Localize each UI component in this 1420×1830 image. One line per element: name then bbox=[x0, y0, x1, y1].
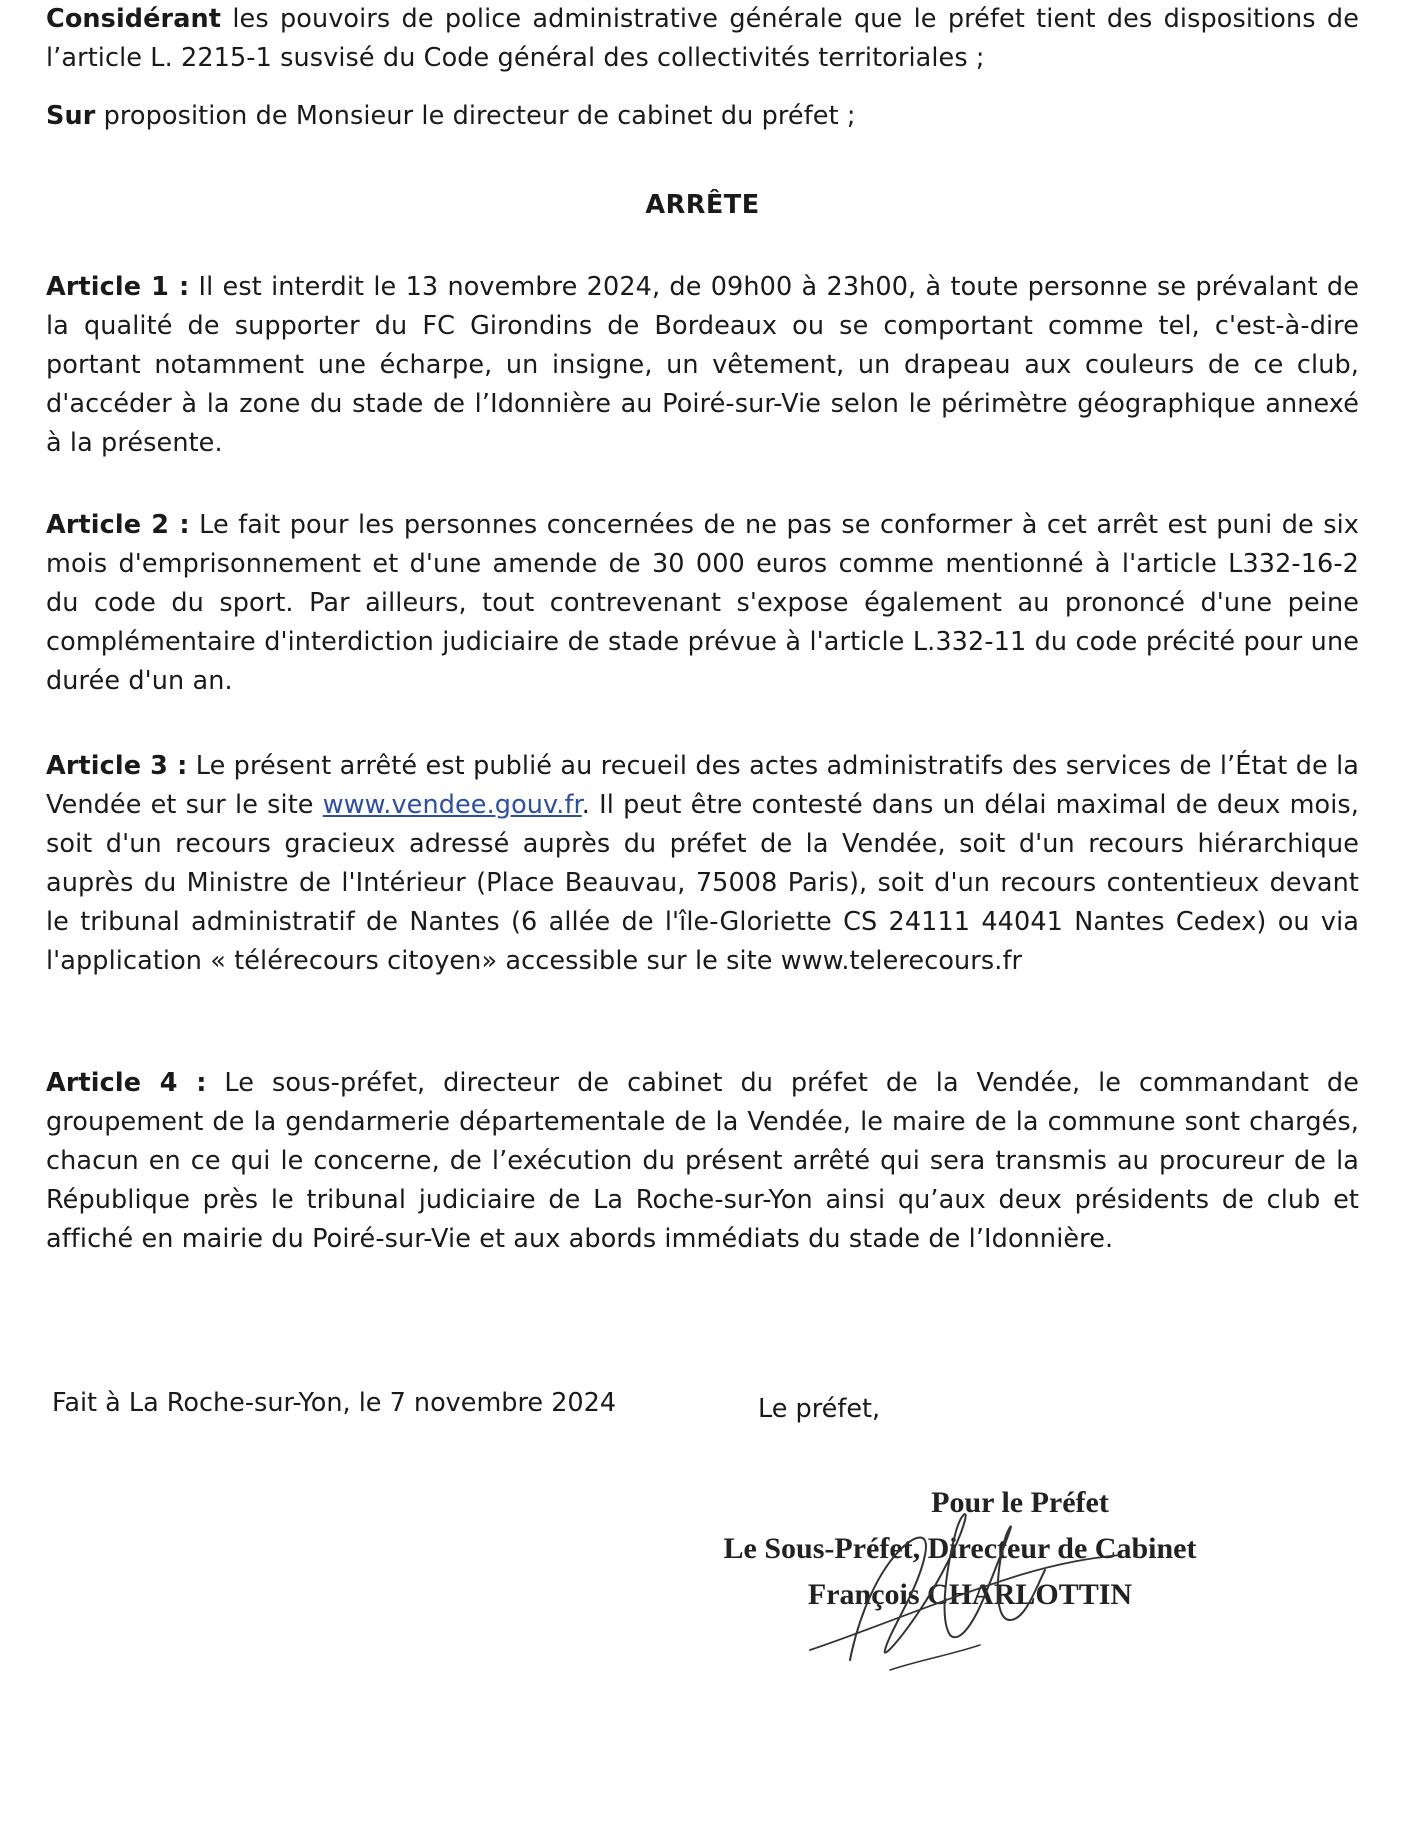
article-3-text-after-link: . Il peut être contesté dans un délai maximal de deux mois, soit d'un recours gracieux adressé auprès du préfet de la Vendée, soit d'un recours hiérarchique auprès du Ministre de l'Intérieur (Place Beauvau, 75008 Paris), soit d'un recours contentieux devant le tribunal administratif de Nantes (6 allée de l'île-Gloriette CS 24111 44041 Nantes Cedex) ou via l'application « télérecours citoyen» accessible sur le site www.telerecours.fr bbox=[46, 790, 1359, 976]
article-1-text: Il est interdit le 13 novembre 2024, de 09h00 à 23h00, à toute personne se prévalant de la qualité de supporter du FC Girondins de Bordeaux ou se comportant comme tel, c'est-à-dire portant notamment une écharpe, un insigne, un vêtement, un drapeau aux couleurs de ce club, d'accéder à la zone du stade de l’Idonnière au Poiré-sur-Vie selon le périmètre géographique annexé à la présente. bbox=[46, 272, 1359, 458]
article-3-text-before-link: Le présent arrêté est publié au recueil des actes administratifs des services de l’État de la Vendée et sur le site bbox=[46, 751, 1359, 820]
stamp-line-name: François CHARLOTTIN bbox=[807, 1578, 1133, 1611]
handwritten-signature bbox=[790, 1460, 1150, 1680]
vendee-website-link[interactable]: www.vendee.gouv.fr bbox=[322, 790, 582, 820]
article-4-text: Le sous-préfet, directeur de cabinet du préfet de la Vendée, le commandant de groupement de la gendarmerie départementale de la Vendée, le maire de la commune sont chargés, chacun en ce qui le concerne, de l’exécution du présent arrêté qui sera transmis au procureur de la République près le tribunal judiciaire de La Roche-sur-Yon ainsi qu’aux deux présidents de club et affiché en mairie du Poiré-sur-Vie et aux abords immédiats du stade de l’Idonnière. bbox=[46, 1068, 1359, 1254]
decree-title: ARRÊTE bbox=[645, 190, 760, 220]
considerant-keyword: Considérant bbox=[46, 4, 222, 34]
article-3-label: Article 3 : bbox=[46, 751, 188, 781]
considerant-text: les pouvoirs de police administrative générale que le préfet tient des dispositions de l’article L. 2215-1 susvisé du Code général des collectivités territoriales ; bbox=[46, 4, 1359, 73]
article-2-text: Le fait pour les personnes concernées de ne pas se conformer à cet arrêt est puni de six mois d'emprisonnement et d'une amende de 30 000 euros comme mentionné à l'article L332-16-2 du code du sport. Par ailleurs, tout contrevenant s'expose également au prononcé d'une peine complémentaire d'interdiction judiciaire de stade prévue à l'article L.332-11 du code précité pour une durée d'un an. bbox=[46, 510, 1359, 696]
stamp-line-sous-prefet: Le Sous-Préfet, Directeur de Cabinet bbox=[723, 1532, 1197, 1565]
stamp-line-pour-le-prefet: Pour le Préfet bbox=[931, 1486, 1109, 1519]
article-2-label: Article 2 : bbox=[46, 510, 190, 540]
sur-paragraph bbox=[46, 97, 1359, 136]
article-3-paragraph bbox=[46, 747, 1359, 981]
place-and-date: Fait à La Roche-sur-Yon, le 7 novembre 2024 bbox=[52, 1388, 617, 1418]
considerant-paragraph bbox=[46, 0, 1359, 78]
sur-text: proposition de Monsieur le directeur de cabinet du préfet ; bbox=[95, 101, 856, 131]
article-4-paragraph bbox=[46, 1064, 1359, 1259]
article-1-label: Article 1 : bbox=[46, 272, 190, 302]
sur-keyword: Sur bbox=[46, 101, 96, 131]
article-2-paragraph bbox=[46, 506, 1359, 701]
prefect-heading: Le préfet, bbox=[758, 1394, 881, 1424]
article-1-paragraph bbox=[46, 268, 1359, 463]
article-4-label: Article 4 : bbox=[46, 1068, 207, 1098]
